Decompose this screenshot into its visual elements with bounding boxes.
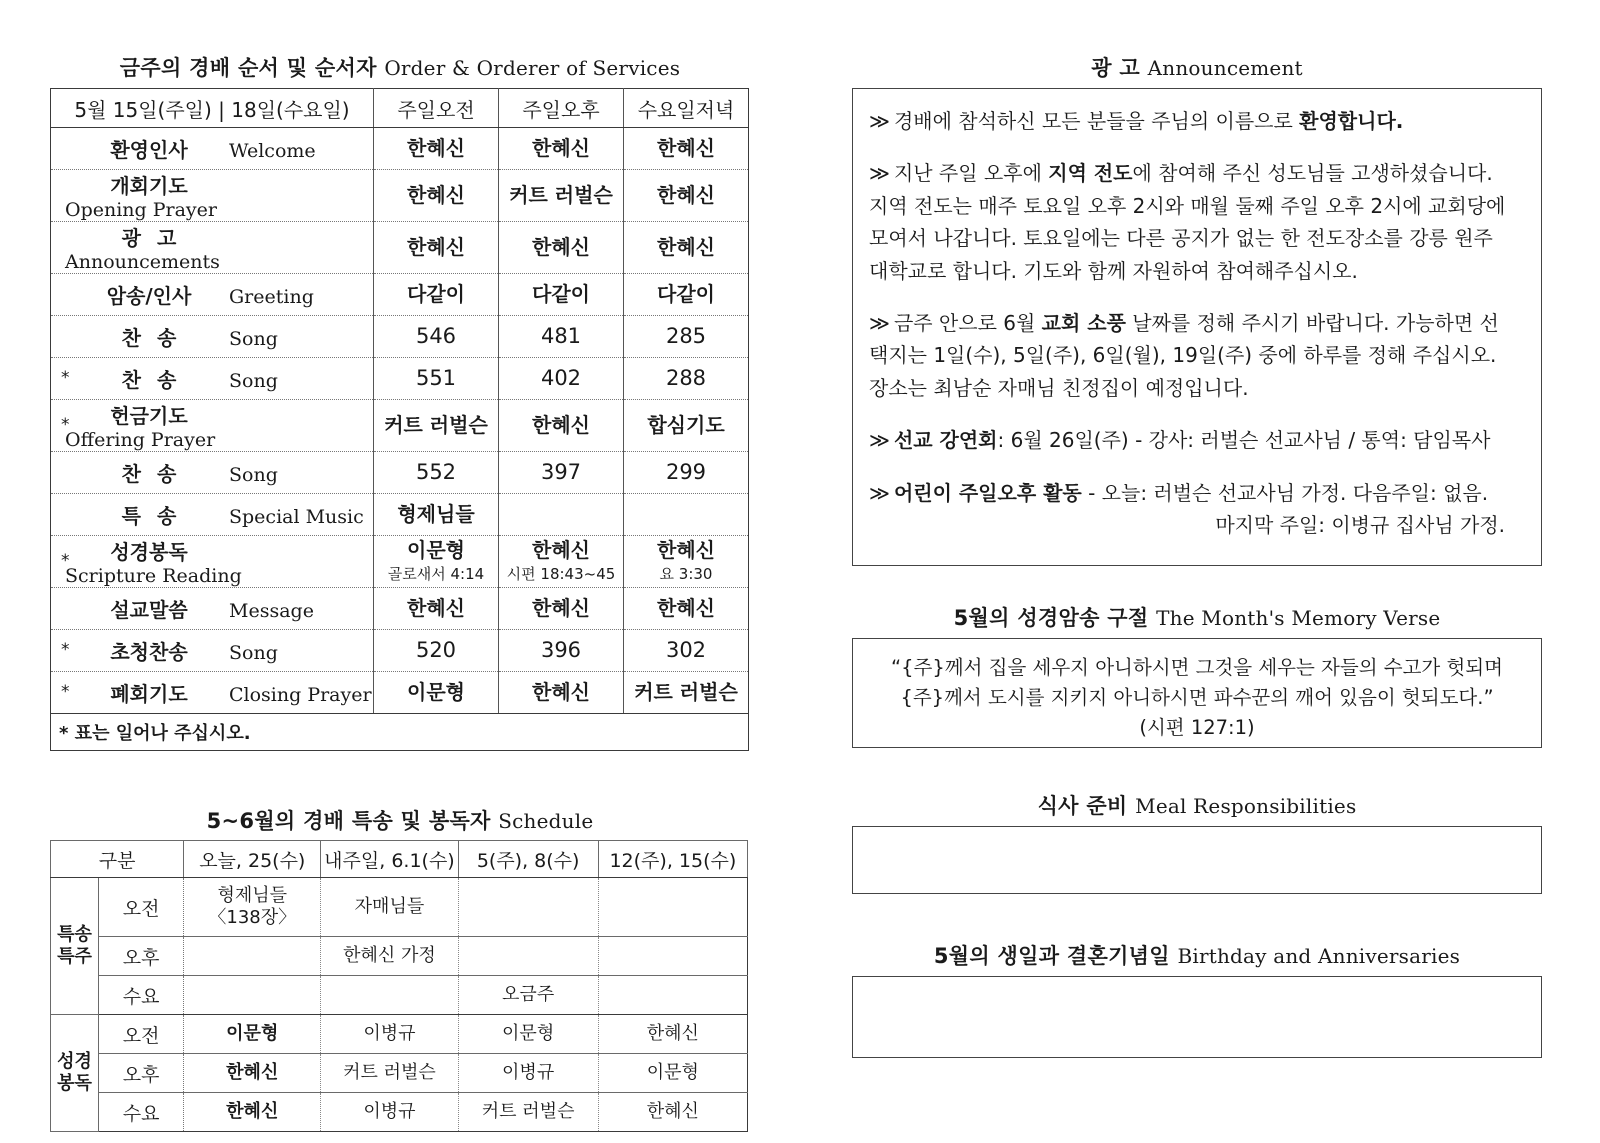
order-row-value-cell [624, 494, 749, 536]
order-row-value-cell [499, 358, 624, 400]
order-row-value-cell [624, 452, 749, 494]
order-row-value-cell [624, 400, 749, 452]
order-title-ko: 금주의 경배 순서 및 순서자 [119, 56, 377, 80]
order-cell-main: 546 [415, 323, 457, 348]
schedule-header-cell: 오늘, 25(수) [184, 841, 321, 878]
schedule-value-cell: 이문형 [458, 1015, 598, 1054]
order-row-value-cell [624, 316, 749, 358]
order-row-value-cell [624, 672, 749, 714]
schedule-title-ko: 5~6월의 경배 특송 및 봉독자 [206, 809, 491, 833]
order-cell-main: 402 [540, 365, 582, 390]
order-row [51, 358, 749, 400]
birthday-title-ko: 5월의 생일과 결혼기념일 [933, 944, 1170, 968]
order-row-value-cell [499, 222, 624, 274]
order-cell-main: 다같이 [532, 282, 590, 307]
order-cell-main: 481 [540, 323, 582, 348]
schedule-row [51, 937, 748, 976]
schedule-row [51, 878, 748, 937]
announcement-item [869, 424, 1523, 456]
order-cell-main: 299 [665, 459, 707, 484]
announcement-title-en: Announcement [1147, 56, 1303, 80]
order-cell-main: 한혜신 [532, 680, 590, 705]
schedule-value-cell: 이병규 [321, 1015, 458, 1054]
order-row-value-cell [499, 630, 624, 672]
order-cell-main: 이문형 [407, 680, 465, 705]
order-row-label-en: Song [229, 370, 278, 392]
announcement-box [852, 88, 1542, 566]
schedule-value-cell [184, 976, 321, 1015]
announcement-emphasis: 지역 전도 [1048, 161, 1133, 186]
order-row-value-cell [624, 358, 749, 400]
order-cell-main: 한혜신 [657, 538, 715, 563]
order-row-label-ko: 찬송 [121, 462, 193, 486]
memory-verse-box [852, 638, 1542, 748]
order-row-label-cell [51, 630, 374, 672]
schedule-value-cell: 한혜신 [184, 1093, 321, 1132]
announcement-line [869, 190, 1523, 222]
right-column [852, 52, 1542, 1058]
order-row-label-ko: 찬송 [121, 326, 193, 350]
order-row [51, 400, 749, 452]
schedule-value-cell [598, 976, 747, 1015]
announcement-text: 날짜를 정해 주시기 바랍니다. 가능하면 선 [1125, 310, 1499, 335]
schedule-value-cell: 커트 러벌슨 [321, 1054, 458, 1093]
order-row-value-cell [374, 316, 499, 358]
announcement-line [869, 477, 1523, 509]
schedule-header-row [51, 841, 748, 878]
order-row-label-en: Song [229, 464, 278, 486]
order-cell-main: 한혜신 [532, 413, 590, 438]
meal-title-en: Meal Responsibilities [1135, 794, 1357, 818]
schedule-header-cell: 5(주), 8(수) [458, 841, 598, 878]
announcement-line [869, 157, 1523, 189]
schedule-subrow-label: 수요 [99, 976, 184, 1015]
schedule-row [51, 1054, 748, 1093]
order-row [51, 316, 749, 358]
order-cell-main: 합심기도 [647, 413, 725, 438]
order-row-label-en: Opening Prayer [65, 199, 217, 221]
announcement-line [869, 339, 1523, 371]
order-cell-main: 한혜신 [657, 136, 715, 161]
memory-verse-title-ko: 5월의 성경암송 구절 [953, 606, 1149, 630]
announcement-text: 장소는 최남순 자매님 친정집이 예정입니다. [869, 375, 1249, 400]
left-column [50, 52, 750, 1132]
order-header-row [51, 89, 749, 128]
schedule-value-cell: 한혜신 [598, 1093, 747, 1132]
schedule-group-label: 특송 특주 [51, 878, 99, 1015]
order-row [51, 170, 749, 222]
order-row-value-cell [624, 630, 749, 672]
announcement-emphasis: 어린이 주일오후 활동 [893, 480, 1082, 505]
order-cell-main: 한혜신 [407, 596, 465, 621]
standing-asterisk-icon: * [61, 639, 70, 660]
standing-asterisk-icon: * [61, 681, 70, 702]
schedule-value-cell [458, 937, 598, 976]
chevron-double-right-icon: ≫ [869, 428, 890, 453]
schedule-header-cell: 내주일, 6.1(수) [321, 841, 458, 878]
schedule-value-cell [458, 878, 598, 937]
announcement-line [869, 105, 1523, 137]
announcement-text: 경배에 참석하신 모든 분들을 주님의 이름으로 [893, 109, 1300, 133]
order-row [51, 452, 749, 494]
order-row-label-cell [51, 494, 374, 536]
birthday-box [852, 976, 1542, 1058]
schedule-header-cell: 구분 [51, 841, 184, 878]
schedule-value-cell: 한혜신 [184, 1054, 321, 1093]
order-cell-main: 397 [540, 459, 582, 484]
order-row-label-ko: 폐회기도 [110, 682, 188, 706]
schedule-group-label: 성경 봉독 [51, 1015, 99, 1132]
order-cell-main: 한혜신 [407, 235, 465, 260]
order-row-value-cell [374, 588, 499, 630]
order-row-label-en: Song [229, 642, 278, 664]
order-row-value-cell [624, 588, 749, 630]
order-row-value-cell [499, 274, 624, 316]
order-row [51, 494, 749, 536]
birthday-title-en: Birthday and Anniversaries [1177, 944, 1461, 968]
order-row-value-cell [374, 536, 499, 588]
order-row-value-cell [499, 316, 624, 358]
meal-box [852, 826, 1542, 894]
order-cell-main: 이문형 [407, 538, 465, 563]
order-row-label-cell [51, 358, 374, 400]
announcement-line [869, 424, 1523, 456]
order-footnote: * 표는 일어나 주십시오. [51, 714, 749, 751]
memory-verse-line-2: {주}께서 도시를 지키지 아니하시면 파수꾼의 깨어 있음이 헛되도다.” [900, 686, 1494, 710]
schedule-value-cell: 이병규 [321, 1093, 458, 1132]
order-row [51, 630, 749, 672]
schedule-subrow-label: 오후 [99, 937, 184, 976]
order-row [51, 536, 749, 588]
announcement-text: 모여서 나갑니다. 토요일에는 다른 공지가 없는 한 전도장소를 강릉 원주 [869, 226, 1493, 251]
order-row-label-cell [51, 128, 374, 170]
schedule-value-cell [598, 937, 747, 976]
order-cell-main: 커트 러벌슨 [384, 413, 488, 438]
schedule-value-cell: 형제님들 〈138장〉 [184, 878, 321, 937]
announcement-text: 마지막 주일: 이병규 집사님 가정. [1215, 512, 1505, 537]
order-cell-main: 한혜신 [657, 235, 715, 260]
order-cell-main: 한혜신 [532, 136, 590, 161]
order-row [51, 222, 749, 274]
order-cell-scripture: 골로새서 4:14 [387, 564, 485, 583]
order-header-cell: 5월 15일(주일) | 18일(수요일) [51, 89, 374, 128]
standing-asterisk-icon: * [61, 550, 70, 571]
order-cell-main: 552 [415, 459, 457, 484]
order-row-value-cell [374, 274, 499, 316]
order-row-value-cell [624, 170, 749, 222]
order-row-value-cell [374, 630, 499, 672]
memory-verse-line-1: “{주}께서 집을 세우지 아니하시면 그것을 세우는 자들의 수고가 헛되며 [891, 656, 1503, 679]
order-row [51, 672, 749, 714]
order-row-value-cell [499, 536, 624, 588]
order-cell-main: 다같이 [657, 282, 715, 307]
order-row-value-cell [624, 128, 749, 170]
order-row-value-cell [374, 672, 499, 714]
schedule-subrow-label: 수요 [99, 1093, 184, 1132]
order-row-value-cell [499, 400, 624, 452]
order-row-label-en: Offering Prayer [65, 429, 216, 451]
birthday-title [852, 940, 1542, 970]
order-row-value-cell [374, 170, 499, 222]
order-cell-main: 520 [415, 637, 457, 662]
order-row-value-cell [374, 494, 499, 536]
order-row-value-cell [374, 128, 499, 170]
announcement-text: 택지는 1일(수), 5일(주), 6일(월), 19일(주) 중에 하루를 정해 주십시오. [869, 343, 1497, 368]
order-row-label-ko: 찬송 [121, 368, 193, 392]
chevron-double-right-icon: ≫ [869, 310, 890, 335]
announcement-emphasis: 환영합니다. [1299, 109, 1404, 133]
order-row-label-en: Song [229, 328, 278, 350]
order-cell-main: 다같이 [407, 282, 465, 307]
order-cell-main: 288 [665, 365, 707, 390]
order-row-label-cell [51, 170, 374, 222]
schedule-header-cell: 12(주), 15(수) [598, 841, 747, 878]
memory-verse-title-en: The Month's Memory Verse [1156, 606, 1441, 630]
memory-verse-title [852, 602, 1542, 632]
order-row-label-ko: 개회기도 [110, 174, 188, 198]
schedule-subrow-label: 오전 [99, 1015, 184, 1054]
order-row-label-cell [51, 452, 374, 494]
order-cell-main: 한혜신 [532, 596, 590, 621]
schedule-row [51, 1093, 748, 1132]
announcement-item [869, 157, 1523, 287]
announcement-text: 지역 전도는 매주 토요일 오후 2시와 매월 둘째 주일 오후 2시에 교회당에 [869, 193, 1506, 218]
order-cell-main: 551 [415, 365, 457, 390]
order-row-label-ko: 초청찬송 [110, 640, 188, 664]
order-cell-main: 한혜신 [657, 183, 715, 208]
schedule-value-cell [184, 937, 321, 976]
schedule-title [50, 805, 750, 835]
order-row-label-en: Special Music [229, 506, 364, 528]
announcement-emphasis: 교회 소풍 [1041, 310, 1126, 335]
announcement-title [852, 52, 1542, 82]
announcement-text: 에 참여해 주신 성도님들 고생하셨습니다. [1132, 161, 1493, 186]
schedule-subrow-label: 오후 [99, 1054, 184, 1093]
order-row-label-ko: 환영인사 [110, 138, 188, 162]
order-row-label-cell [51, 588, 374, 630]
order-row-label-cell [51, 316, 374, 358]
standing-asterisk-icon: * [61, 414, 70, 435]
order-header-cell: 주일오전 [374, 89, 499, 128]
order-row-label-ko: 광고 [121, 226, 193, 250]
schedule-value-cell: 커트 러벌슨 [458, 1093, 598, 1132]
announcement-text: 금주 안으로 6월 [893, 310, 1042, 335]
order-row-label-cell [51, 672, 374, 714]
order-row-label-en: Announcements [65, 251, 220, 273]
announcement-line [869, 509, 1523, 541]
schedule-value-cell [598, 878, 747, 937]
order-cell-main: 한혜신 [407, 183, 465, 208]
order-row-value-cell [624, 274, 749, 316]
standing-asterisk-icon: * [61, 367, 70, 388]
schedule-value-cell: 한혜신 가정 [321, 937, 458, 976]
order-title-en: Order & Orderer of Services [384, 56, 681, 80]
announcement-line [869, 255, 1523, 287]
announcement-item [869, 105, 1523, 137]
order-row-value-cell [624, 222, 749, 274]
announcement-line [869, 307, 1523, 339]
order-cell-main: 한혜신 [657, 596, 715, 621]
schedule-value-cell: 이병규 [458, 1054, 598, 1093]
order-row [51, 128, 749, 170]
schedule-row [51, 1015, 748, 1054]
meal-title [852, 790, 1542, 820]
chevron-double-right-icon: ≫ [869, 109, 890, 133]
order-footnote-row [51, 714, 749, 751]
order-row-label-ko: 헌금기도 [110, 404, 188, 428]
schedule-value-cell: 자매님들 [321, 878, 458, 937]
order-row-label-cell [51, 400, 374, 452]
order-row [51, 588, 749, 630]
schedule-row [51, 976, 748, 1015]
order-row-value-cell [374, 358, 499, 400]
schedule-value-cell: 오금주 [458, 976, 598, 1015]
memory-verse-reference: (시편 127:1) [1139, 716, 1255, 740]
order-cell-main: 한혜신 [532, 235, 590, 260]
schedule-value-cell [321, 976, 458, 1015]
order-cell-main: 형제님들 [397, 502, 475, 527]
order-row-value-cell [374, 222, 499, 274]
order-cell-scripture: 요 3:30 [659, 564, 713, 583]
order-row-label-en: Closing Prayer [229, 684, 372, 706]
schedule-value-cell: 이문형 [184, 1015, 321, 1054]
order-row-value-cell [624, 536, 749, 588]
order-row-value-cell [499, 494, 624, 536]
order-row-label-cell [51, 536, 374, 588]
announcement-item [869, 477, 1523, 542]
order-of-service-title [50, 52, 750, 82]
order-row-label-en: Welcome [229, 140, 316, 162]
chevron-double-right-icon: ≫ [869, 480, 890, 505]
announcement-text: 대학교로 합니다. 기도와 함께 자원하여 참여해주십시오. [869, 258, 1358, 283]
order-cell-main: 한혜신 [407, 136, 465, 161]
order-cell-main: 396 [540, 637, 582, 662]
order-header-cell: 수요일저녁 [624, 89, 749, 128]
order-row-value-cell [374, 400, 499, 452]
announcement-line [869, 372, 1523, 404]
order-row-value-cell [499, 128, 624, 170]
schedule-value-cell: 한혜신 [598, 1015, 747, 1054]
order-cell-main: 285 [665, 323, 707, 348]
schedule-section [50, 805, 750, 1132]
schedule-value-cell: 이문형 [598, 1054, 747, 1093]
order-row-label-ko: 설교말씀 [110, 598, 188, 622]
order-cell-main: 302 [665, 637, 707, 662]
order-row-label-ko: 성경봉독 [110, 540, 188, 564]
order-row-label-ko: 암송/인사 [106, 284, 192, 308]
order-row-label-en: Message [229, 600, 314, 622]
announcement-title-ko: 광 고 [1091, 56, 1140, 80]
order-row-label-cell [51, 222, 374, 274]
announcement-item [869, 307, 1523, 404]
order-row-value-cell [499, 170, 624, 222]
schedule-title-en: Schedule [498, 809, 594, 833]
meal-title-ko: 식사 준비 [1037, 794, 1128, 818]
announcement-line [869, 222, 1523, 254]
announcement-text: : 6월 26일(주) - 강사: 러벌슨 선교사님 / 통역: 담임목사 [997, 428, 1491, 453]
order-row [51, 274, 749, 316]
order-row-label-ko: 특송 [121, 504, 193, 528]
announcement-emphasis: 선교 강연회 [893, 428, 998, 453]
order-cell-main: 커트 러벌슨 [509, 183, 613, 208]
order-row-label-cell [51, 274, 374, 316]
schedule-table [50, 840, 748, 1132]
order-row-value-cell [499, 452, 624, 494]
announcement-text: - 오늘: 러벌슨 선교사님 가정. 다음주일: 없음. [1081, 480, 1489, 505]
order-row-label-en: Scripture Reading [65, 565, 242, 587]
order-cell-main: 커트 러벌슨 [634, 680, 738, 705]
order-of-service-table [50, 88, 749, 751]
order-row-value-cell [374, 452, 499, 494]
order-cell-main: 한혜신 [532, 538, 590, 563]
announcement-text: 지난 주일 오후에 [893, 161, 1049, 186]
schedule-subrow-label: 오전 [99, 878, 184, 937]
order-row-value-cell [499, 588, 624, 630]
order-row-label-en: Greeting [229, 286, 314, 308]
order-cell-scripture: 시편 18:43~45 [506, 564, 616, 583]
order-header-cell: 주일오후 [499, 89, 624, 128]
chevron-double-right-icon: ≫ [869, 161, 890, 186]
order-row-value-cell [499, 672, 624, 714]
